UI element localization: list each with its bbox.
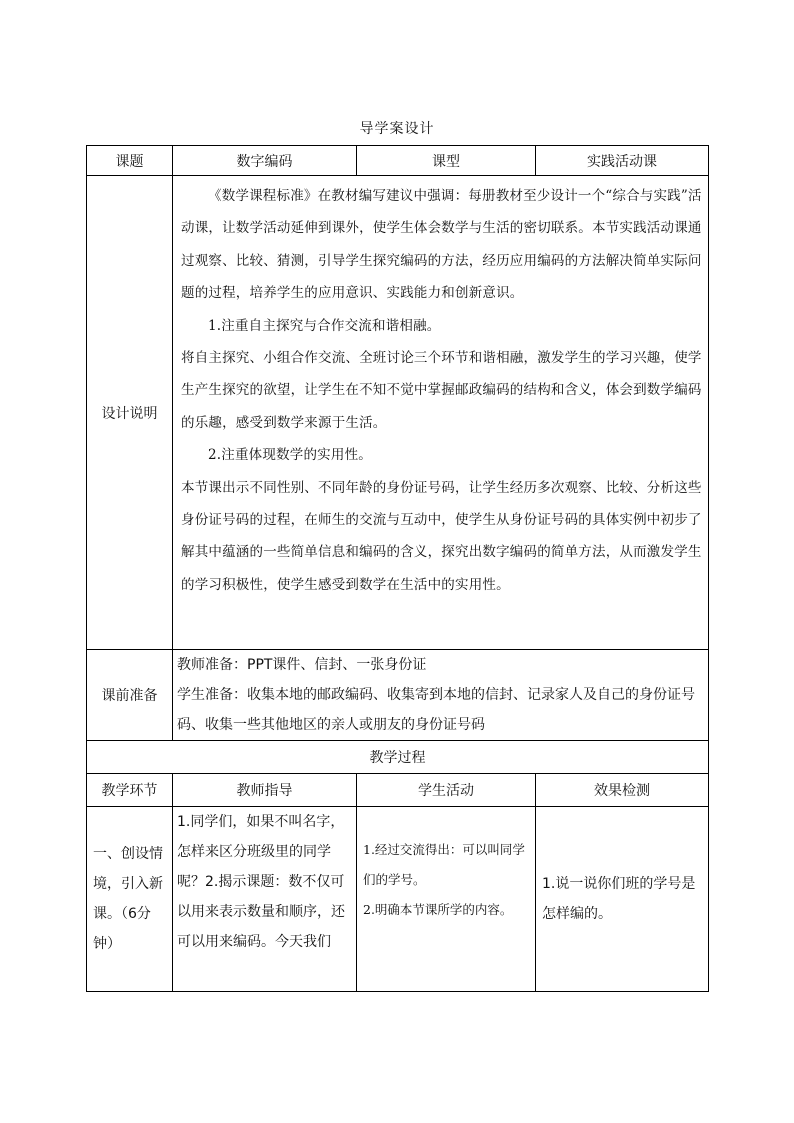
student-activity-1: 1.经过交流得出：可以叫同学们的学号。 (363, 842, 525, 887)
teacher-cell (173, 807, 357, 992)
student-activity-2: 2.明确本节课所学的内容。 (363, 902, 513, 917)
student-cell (357, 807, 536, 992)
teacher-text: 1.同学们，如果不叫名字，怎样来区分班级里的同学呢？2.揭示课题：数不仅可以用来表示数量和顺序，还可以用来编码。今天我们 (177, 814, 345, 950)
prep-content (173, 650, 709, 741)
design-paragraph-2: 将自主探究、小组合作交流、全班讨论三个环节和谐相融，激发学生的学习兴趣，使学生产生探究的欲望，让学生在不知不觉中掌握邮政编码的结构和含义，体会到数学编码的乐趣，感受到数学来源于生活。 (181, 350, 702, 431)
design-heading-2: 2.注重体现数学的实用性。 (208, 447, 372, 464)
prep-teacher: 教师准备：PPT课件、信封、一张身份证 (177, 657, 427, 673)
lesson-plan-table (86, 145, 709, 992)
design-heading-1: 1.注重自主探究与合作交流和谐相融。 (208, 317, 441, 334)
effect-text: 1.说一说你们班的学号是怎样编的。 (542, 876, 696, 922)
type-value: 实践活动课 (536, 146, 709, 176)
effect-cell (536, 807, 709, 992)
process-title-row (87, 741, 709, 774)
type-label: 课型 (357, 146, 536, 176)
design-row (87, 176, 709, 650)
design-paragraph-1: 《数学课程标准》在教材编写建议中强调：每册教材至少设计一个“综合与实践”活动课，让数学活动延伸到课外，使学生体会数学与生活的密切联系。本节实践活动课通过观察、比较、猜测，引导学生探究编码的方法，经历应用编码的方法解决简单实际问题的过程，培养学生的应用意识、实践能力和创新意识。 (181, 188, 702, 302)
prep-row (87, 650, 709, 741)
column-header-stage: 教学环节 (87, 774, 173, 807)
page-title: 导学案设计 (359, 121, 435, 137)
design-label: 设计说明 (87, 176, 173, 650)
header-row (87, 146, 709, 176)
column-header-student: 学生活动 (357, 774, 536, 807)
process-column-header-row (87, 774, 709, 807)
prep-student: 学生准备：收集本地的邮政编码、收集寄到本地的信封、记录家人及自己的身份证号码、收集一些其他地区的亲人或朋友的身份证号码 (177, 687, 695, 733)
stage-text: 一、创设情境，引入新课。（6分钟） (93, 846, 163, 952)
table-row (87, 807, 709, 992)
topic-label: 课题 (87, 146, 173, 176)
topic-value: 数字编码 (173, 146, 357, 176)
column-header-teacher: 教师指导 (173, 774, 357, 807)
design-content (173, 176, 709, 650)
column-header-effect: 效果检测 (536, 774, 709, 807)
process-title: 教学过程 (87, 741, 709, 774)
prep-label: 课前准备 (87, 650, 173, 741)
design-paragraph-3: 本节课出示不同性别、不同年龄的身份证号码，让学生经历多次观察、比较、分析这些身份证号码的过程，在师生的交流与互动中，使学生从身份证号码的具体实例中初步了解其中蕴涵的一些简单信息和编码的含义，探究出数字编码的简单方法，从而激发学生的学习积极性，使学生感受到数学在生活中的实用性。 (181, 479, 702, 593)
stage-cell (87, 807, 173, 992)
